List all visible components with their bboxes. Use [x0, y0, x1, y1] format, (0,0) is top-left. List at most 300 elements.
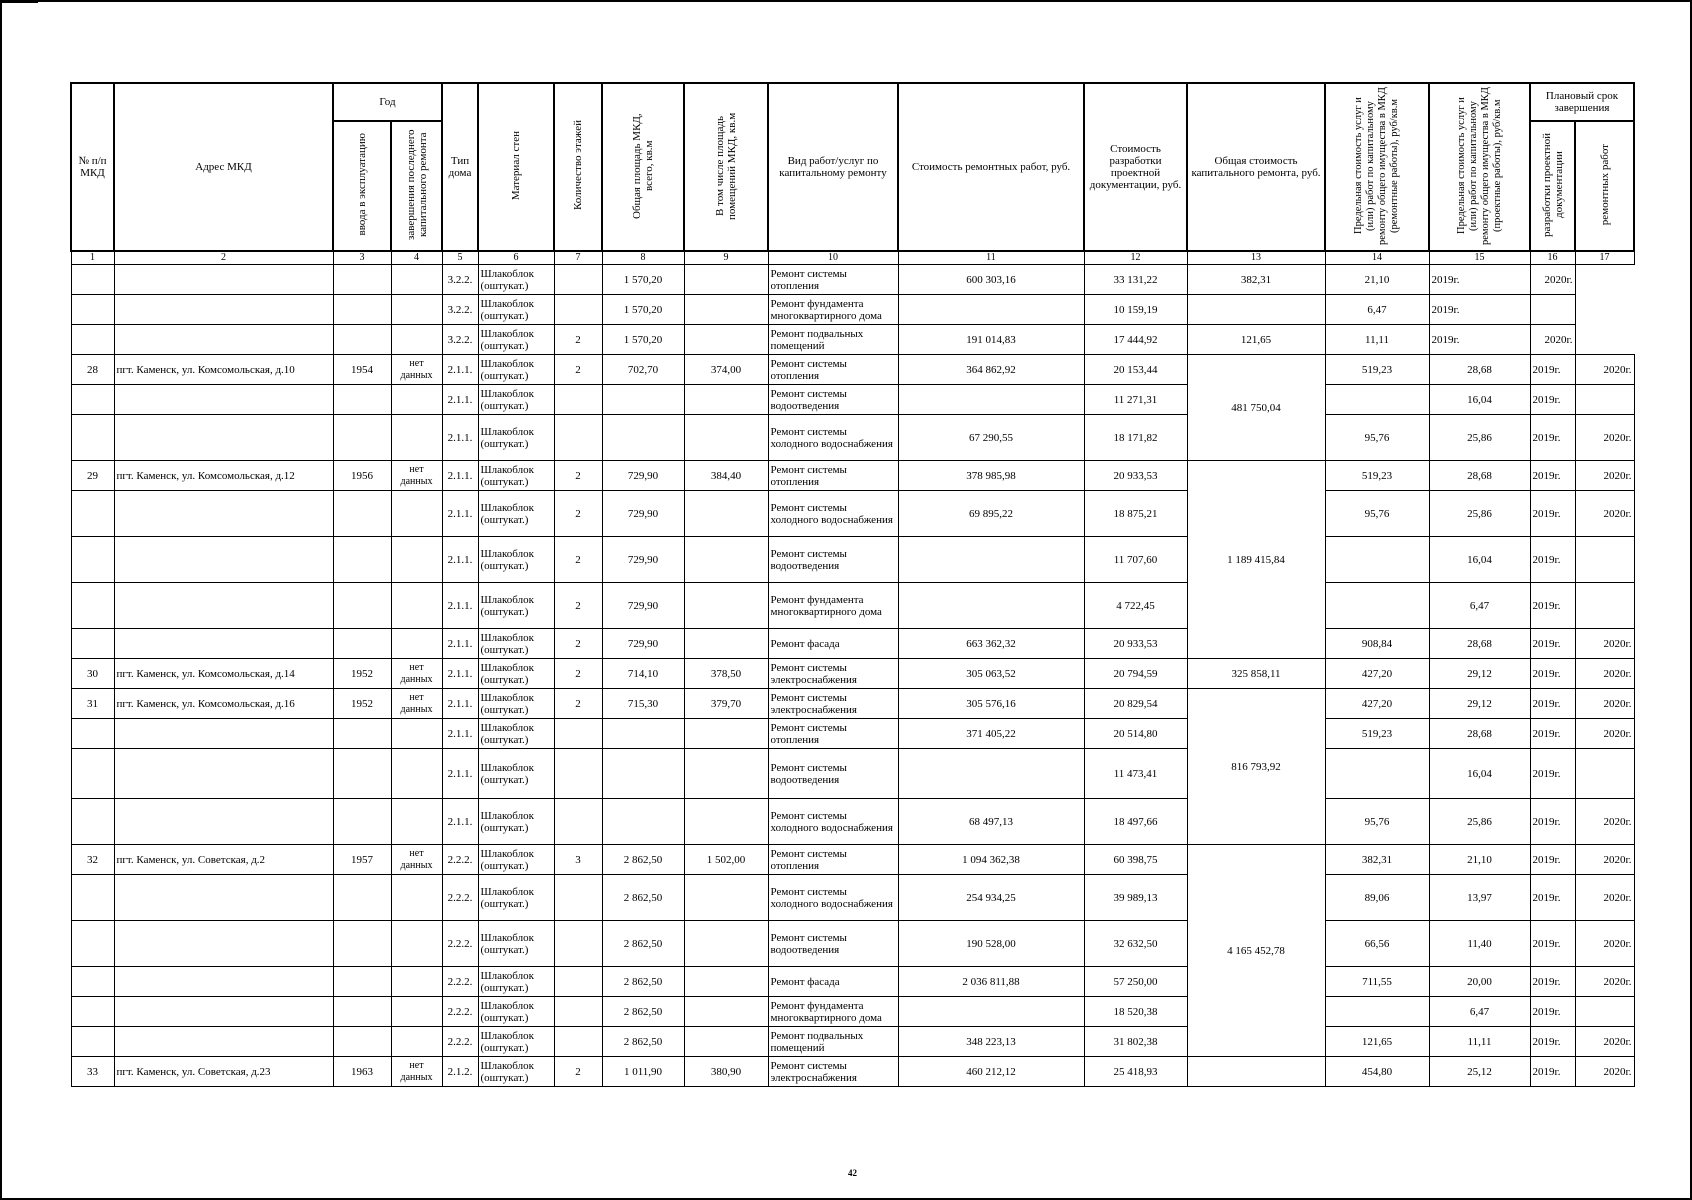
table-row — [71, 325, 1634, 355]
house-type: 2.1.1. — [442, 799, 478, 845]
year-entry — [333, 967, 391, 997]
floors: 2 — [554, 537, 602, 583]
col-num: 15 — [1429, 251, 1530, 265]
floors — [554, 385, 602, 415]
header-limit-design: Предельная стоимость услуг и (или) работ по капитальному ремонту общего имущества в МКД (проектные работы), руб/кв.м — [1455, 86, 1503, 245]
limit-design: 28,68 — [1429, 719, 1530, 749]
limit-design: 16,04 — [1429, 749, 1530, 799]
total-area — [602, 415, 684, 461]
year-last-repair — [391, 799, 442, 845]
floors — [554, 997, 602, 1027]
col-num: 14 — [1325, 251, 1429, 265]
work-type: Ремонт системы отопления — [768, 719, 898, 749]
year-entry: 1956 — [333, 461, 391, 491]
house-type: 2.1.1. — [442, 749, 478, 799]
year-last-repair: нет данных — [391, 1057, 442, 1087]
col-num: 8 — [602, 251, 684, 265]
deadline-repair: 2020г. — [1575, 921, 1634, 967]
work-type: Ремонт фасада — [768, 967, 898, 997]
house-type: 2.1.1. — [442, 355, 478, 385]
mkd-address — [114, 921, 333, 967]
table-row — [71, 265, 1634, 295]
design-cost: 20 514,80 — [1084, 719, 1187, 749]
mkd-address: пгт. Каменск, ул. Советская, д.2 — [114, 845, 333, 875]
work-type: Ремонт системы холодного водоснабжения — [768, 799, 898, 845]
year-last-repair — [391, 997, 442, 1027]
col-num: 10 — [768, 251, 898, 265]
house-type: 2.1.1. — [442, 415, 478, 461]
repair-cost — [898, 997, 1084, 1027]
header-limit-repair: Предельная стоимость услуг и (или) работ по капитальному ремонту общего имущества в МКД (ремонтные работы), руб/кв.м — [1353, 86, 1400, 245]
year-entry — [333, 719, 391, 749]
design-cost: 20 794,59 — [1084, 659, 1187, 689]
total-area: 1 011,90 — [602, 1057, 684, 1087]
floors — [554, 921, 602, 967]
limit-design: 16,04 — [1429, 385, 1530, 415]
premises-area — [684, 265, 768, 295]
wall-material: Шлакоблок (оштукат.) — [478, 629, 554, 659]
deadline-repair: 2020г. — [1530, 265, 1575, 295]
repair-cost: 190 528,00 — [898, 921, 1084, 967]
table-body — [71, 265, 1634, 1087]
premises-area: 378,50 — [684, 659, 768, 689]
limit-repair — [1325, 385, 1429, 415]
work-type: Ремонт системы отопления — [768, 845, 898, 875]
wall-material: Шлакоблок (оштукат.) — [478, 997, 554, 1027]
year-entry — [333, 1027, 391, 1057]
mkd-number — [71, 799, 114, 845]
total-area — [602, 799, 684, 845]
table-row — [71, 295, 1634, 325]
house-type: 2.1.1. — [442, 385, 478, 415]
house-type: 2.1.1. — [442, 689, 478, 719]
year-last-repair — [391, 583, 442, 629]
wall-material: Шлакоблок (оштукат.) — [478, 295, 554, 325]
col-num: 12 — [1084, 251, 1187, 265]
work-type: Ремонт системы холодного водоснабжения — [768, 415, 898, 461]
col-num: 11 — [898, 251, 1084, 265]
deadline-design: 2019г. — [1530, 749, 1575, 799]
limit-repair: 908,84 — [1325, 629, 1429, 659]
mkd-address — [114, 265, 333, 295]
work-type: Ремонт системы холодного водоснабжения — [768, 875, 898, 921]
year-entry — [333, 491, 391, 537]
design-cost: 32 632,50 — [1084, 921, 1187, 967]
wall-material: Шлакоблок (оштукат.) — [478, 689, 554, 719]
design-cost: 20 933,53 — [1084, 461, 1187, 491]
table-row — [71, 659, 1634, 689]
col-num: 7 — [554, 251, 602, 265]
house-type: 2.1.1. — [442, 461, 478, 491]
deadline-repair: 2020г. — [1575, 799, 1634, 845]
header-year-group: Год — [333, 83, 442, 121]
total-area: 2 862,50 — [602, 875, 684, 921]
header-repair-cost: Стоимость ремонтных работ, руб. — [898, 83, 1084, 251]
page-border-top — [0, 0, 1692, 2]
header-deadline-design: разработки проектной документации — [1540, 132, 1565, 237]
table-row — [71, 1027, 1634, 1057]
repair-cost: 371 405,22 — [898, 719, 1084, 749]
deadline-repair: 2020г. — [1575, 875, 1634, 921]
limit-repair: 427,20 — [1325, 689, 1429, 719]
deadline-design: 2019г. — [1530, 537, 1575, 583]
design-cost: 18 520,38 — [1084, 997, 1187, 1027]
repair-cost — [898, 295, 1084, 325]
table-row — [71, 583, 1634, 629]
mkd-number — [71, 583, 114, 629]
work-type: Ремонт системы отопления — [768, 265, 898, 295]
deadline-repair — [1575, 749, 1634, 799]
mkd-address — [114, 1027, 333, 1057]
year-last-repair — [391, 967, 442, 997]
limit-design: 13,97 — [1429, 875, 1530, 921]
wall-material: Шлакоблок (оштукат.) — [478, 921, 554, 967]
table-row — [71, 385, 1634, 415]
repair-cost — [898, 537, 1084, 583]
limit-design: 6,47 — [1429, 997, 1530, 1027]
year-last-repair: нет данных — [391, 659, 442, 689]
year-entry — [333, 749, 391, 799]
limit-design: 11,40 — [1429, 921, 1530, 967]
mkd-address: пгт. Каменск, ул. Комсомольская, д.16 — [114, 689, 333, 719]
deadline-design: 2019г. — [1429, 295, 1530, 325]
house-type: 2.1.1. — [442, 719, 478, 749]
house-type: 2.2.2. — [442, 967, 478, 997]
col-num: 3 — [333, 251, 391, 265]
mkd-address: пгт. Каменск, ул. Комсомольская, д.10 — [114, 355, 333, 385]
floors: 2 — [554, 659, 602, 689]
table-row — [71, 967, 1634, 997]
year-last-repair — [391, 491, 442, 537]
limit-design: 6,47 — [1429, 583, 1530, 629]
deadline-repair: 2020г. — [1575, 491, 1634, 537]
year-entry — [333, 799, 391, 845]
limit-repair: 382,31 — [1187, 265, 1325, 295]
corner-mark — [0, 0, 38, 3]
table-row — [71, 1057, 1634, 1087]
limit-repair: 89,06 — [1325, 875, 1429, 921]
deadline-repair: 2020г. — [1575, 415, 1634, 461]
year-last-repair: нет данных — [391, 461, 442, 491]
premises-area — [684, 967, 768, 997]
floors: 2 — [554, 355, 602, 385]
limit-design: 16,04 — [1429, 537, 1530, 583]
total-area: 702,70 — [602, 355, 684, 385]
wall-material: Шлакоблок (оштукат.) — [478, 719, 554, 749]
year-entry — [333, 537, 391, 583]
mkd-number — [71, 265, 114, 295]
mkd-address — [114, 491, 333, 537]
deadline-design: 2019г. — [1530, 799, 1575, 845]
mkd-number — [71, 749, 114, 799]
repair-cost: 460 212,12 — [898, 1057, 1084, 1087]
mkd-number: 28 — [71, 355, 114, 385]
limit-design: 21,10 — [1325, 265, 1429, 295]
deadline-repair: 2020г. — [1575, 1027, 1634, 1057]
mkd-address — [114, 749, 333, 799]
header-year-repair: завершения последнего капитального ремонта — [404, 129, 429, 240]
premises-area — [684, 325, 768, 355]
limit-design: 6,47 — [1325, 295, 1429, 325]
total-area: 2 862,50 — [602, 1027, 684, 1057]
premises-area — [684, 537, 768, 583]
house-type: 2.1.1. — [442, 537, 478, 583]
mkd-address — [114, 799, 333, 845]
limit-design: 28,68 — [1429, 355, 1530, 385]
deadline-design: 2019г. — [1530, 1057, 1575, 1087]
floors: 2 — [554, 629, 602, 659]
wall-material: Шлакоблок (оштукат.) — [478, 1027, 554, 1057]
wall-material: Шлакоблок (оштукат.) — [478, 537, 554, 583]
deadline-design: 2019г. — [1530, 689, 1575, 719]
total-area: 2 862,50 — [602, 967, 684, 997]
limit-repair: 66,56 — [1325, 921, 1429, 967]
year-last-repair — [391, 537, 442, 583]
mkd-address — [114, 537, 333, 583]
mkd-address — [114, 629, 333, 659]
mkd-number — [71, 295, 114, 325]
deadline-repair — [1530, 295, 1575, 325]
total-cost: 481 750,04 — [1187, 355, 1325, 461]
house-type: 3.2.2. — [442, 325, 478, 355]
table-row — [71, 799, 1634, 845]
floors: 2 — [554, 583, 602, 629]
house-type: 2.1.1. — [442, 583, 478, 629]
mkd-number — [71, 719, 114, 749]
table-row — [71, 997, 1634, 1027]
limit-design: 11,11 — [1429, 1027, 1530, 1057]
deadline-repair — [1575, 583, 1634, 629]
limit-repair: 95,76 — [1325, 799, 1429, 845]
work-type: Ремонт системы водоотведения — [768, 749, 898, 799]
deadline-design: 2019г. — [1530, 845, 1575, 875]
repair-cost: 305 063,52 — [898, 659, 1084, 689]
year-entry — [333, 265, 391, 295]
deadline-repair: 2020г. — [1575, 355, 1634, 385]
deadline-design: 2019г. — [1530, 583, 1575, 629]
year-entry — [333, 385, 391, 415]
header-total-cost: Общая стоимость капитального ремонта, руб. — [1187, 83, 1325, 251]
work-type: Ремонт фундамента многоквартирного дома — [768, 295, 898, 325]
design-cost: 18 497,66 — [1084, 799, 1187, 845]
table-row — [71, 689, 1634, 719]
floors: 3 — [554, 845, 602, 875]
premises-area — [684, 1027, 768, 1057]
limit-design: 21,10 — [1429, 845, 1530, 875]
year-entry: 1957 — [333, 845, 391, 875]
col-num: 9 — [684, 251, 768, 265]
work-type: Ремонт подвальных помещений — [768, 325, 898, 355]
design-cost: 17 444,92 — [1084, 325, 1187, 355]
floors — [554, 875, 602, 921]
deadline-design: 2019г. — [1530, 355, 1575, 385]
column-number-row — [71, 251, 1634, 265]
mkd-number — [71, 997, 114, 1027]
total-cost: 325 858,11 — [1187, 659, 1325, 689]
premises-area — [684, 719, 768, 749]
design-cost: 33 131,22 — [1084, 265, 1187, 295]
repair-cost: 68 497,13 — [898, 799, 1084, 845]
total-area: 729,90 — [602, 629, 684, 659]
work-type: Ремонт фундамента многоквартирного дома — [768, 583, 898, 629]
col-num: 2 — [114, 251, 333, 265]
repair-cost: 67 290,55 — [898, 415, 1084, 461]
design-cost: 31 802,38 — [1084, 1027, 1187, 1057]
design-cost: 20 153,44 — [1084, 355, 1187, 385]
mkd-address — [114, 875, 333, 921]
wall-material: Шлакоблок (оштукат.) — [478, 799, 554, 845]
mkd-number: 30 — [71, 659, 114, 689]
year-entry: 1963 — [333, 1057, 391, 1087]
mkd-number — [71, 537, 114, 583]
premises-area — [684, 629, 768, 659]
total-cost: 4 165 452,78 — [1187, 845, 1325, 1057]
header-wall-material: Материал стен — [510, 130, 522, 201]
premises-area: 374,00 — [684, 355, 768, 385]
mkd-number — [71, 875, 114, 921]
deadline-design: 2019г. — [1530, 875, 1575, 921]
year-last-repair — [391, 719, 442, 749]
premises-area: 380,90 — [684, 1057, 768, 1087]
wall-material: Шлакоблок (оштукат.) — [478, 845, 554, 875]
design-cost: 25 418,93 — [1084, 1057, 1187, 1087]
table-row — [71, 461, 1634, 491]
table-row — [71, 629, 1634, 659]
floors: 2 — [554, 1057, 602, 1087]
deadline-repair — [1575, 385, 1634, 415]
deadline-design: 2019г. — [1530, 385, 1575, 415]
deadline-design: 2019г. — [1530, 997, 1575, 1027]
table-row — [71, 921, 1634, 967]
year-last-repair — [391, 1027, 442, 1057]
repair-cost: 305 576,16 — [898, 689, 1084, 719]
table-row — [71, 719, 1634, 749]
col-num: 5 — [442, 251, 478, 265]
limit-design: 11,11 — [1325, 325, 1429, 355]
floors — [554, 967, 602, 997]
floors: 2 — [554, 325, 602, 355]
repair-cost: 2 036 811,88 — [898, 967, 1084, 997]
header-house-type: Тип дома — [442, 83, 478, 251]
floors — [554, 295, 602, 325]
year-entry — [333, 583, 391, 629]
limit-design: 29,12 — [1429, 689, 1530, 719]
design-cost: 11 707,60 — [1084, 537, 1187, 583]
limit-repair — [1325, 537, 1429, 583]
repair-cost: 663 362,32 — [898, 629, 1084, 659]
work-type: Ремонт фасада — [768, 629, 898, 659]
col-num: 6 — [478, 251, 554, 265]
limit-design: 29,12 — [1429, 659, 1530, 689]
year-entry — [333, 875, 391, 921]
total-area: 729,90 — [602, 461, 684, 491]
work-type: Ремонт системы электроснабжения — [768, 1057, 898, 1087]
work-type: Ремонт системы отопления — [768, 461, 898, 491]
limit-repair: 454,80 — [1325, 1057, 1429, 1087]
col-num: 1 — [71, 251, 114, 265]
repair-cost: 69 895,22 — [898, 491, 1084, 537]
table-row — [71, 355, 1634, 385]
header-deadline-repair: ремонтных работ — [1598, 143, 1611, 226]
page-border-left — [0, 0, 2, 1200]
premises-area — [684, 385, 768, 415]
table-row — [71, 537, 1634, 583]
work-type: Ремонт системы водоотведения — [768, 921, 898, 967]
wall-material: Шлакоблок (оштукат.) — [478, 967, 554, 997]
year-last-repair — [391, 295, 442, 325]
design-cost: 18 875,21 — [1084, 491, 1187, 537]
design-cost: 20 933,53 — [1084, 629, 1187, 659]
design-cost: 60 398,75 — [1084, 845, 1187, 875]
year-last-repair — [391, 265, 442, 295]
total-area: 729,90 — [602, 537, 684, 583]
mkd-number: 33 — [71, 1057, 114, 1087]
mkd-number — [71, 491, 114, 537]
repair-cost: 348 223,13 — [898, 1027, 1084, 1057]
deadline-repair: 2020г. — [1575, 659, 1634, 689]
year-last-repair — [391, 415, 442, 461]
wall-material: Шлакоблок (оштукат.) — [478, 325, 554, 355]
header-num: № п/п МКД — [71, 83, 114, 251]
year-entry: 1952 — [333, 689, 391, 719]
col-num: 17 — [1575, 251, 1634, 265]
house-type: 2.2.2. — [442, 921, 478, 967]
work-type: Ремонт системы электроснабжения — [768, 689, 898, 719]
total-area: 714,10 — [602, 659, 684, 689]
premises-area — [684, 921, 768, 967]
total-area: 2 862,50 — [602, 997, 684, 1027]
wall-material: Шлакоблок (оштукат.) — [478, 1057, 554, 1087]
year-last-repair — [391, 385, 442, 415]
wall-material: Шлакоблок (оштукат.) — [478, 583, 554, 629]
deadline-repair: 2020г. — [1575, 689, 1634, 719]
wall-material: Шлакоблок (оштукат.) — [478, 659, 554, 689]
mkd-address — [114, 719, 333, 749]
deadline-design: 2019г. — [1530, 921, 1575, 967]
limit-repair: 519,23 — [1325, 461, 1429, 491]
work-type: Ремонт системы отопления — [768, 355, 898, 385]
house-type: 2.1.1. — [442, 491, 478, 537]
table-row — [71, 845, 1634, 875]
design-cost: 10 159,19 — [1084, 295, 1187, 325]
total-area: 1 570,20 — [602, 325, 684, 355]
mkd-address — [114, 997, 333, 1027]
total-cost: 816 793,92 — [1187, 689, 1325, 845]
work-type: Ремонт системы электроснабжения — [768, 659, 898, 689]
mkd-address — [114, 295, 333, 325]
year-last-repair: нет данных — [391, 689, 442, 719]
year-entry: 1952 — [333, 659, 391, 689]
mkd-address — [114, 967, 333, 997]
limit-design: 25,86 — [1429, 491, 1530, 537]
deadline-repair — [1575, 997, 1634, 1027]
design-cost: 57 250,00 — [1084, 967, 1187, 997]
mkd-number: 29 — [71, 461, 114, 491]
wall-material: Шлакоблок (оштукат.) — [478, 461, 554, 491]
repair-cost: 364 862,92 — [898, 355, 1084, 385]
deadline-repair: 2020г. — [1575, 845, 1634, 875]
work-type: Ремонт системы водоотведения — [768, 385, 898, 415]
house-type: 2.1.2. — [442, 1057, 478, 1087]
total-area — [602, 749, 684, 799]
house-type: 2.2.2. — [442, 1027, 478, 1057]
repair-cost — [898, 749, 1084, 799]
year-entry — [333, 415, 391, 461]
mkd-number: 32 — [71, 845, 114, 875]
limit-design: 20,00 — [1429, 967, 1530, 997]
col-num: 16 — [1530, 251, 1575, 265]
premises-area — [684, 583, 768, 629]
